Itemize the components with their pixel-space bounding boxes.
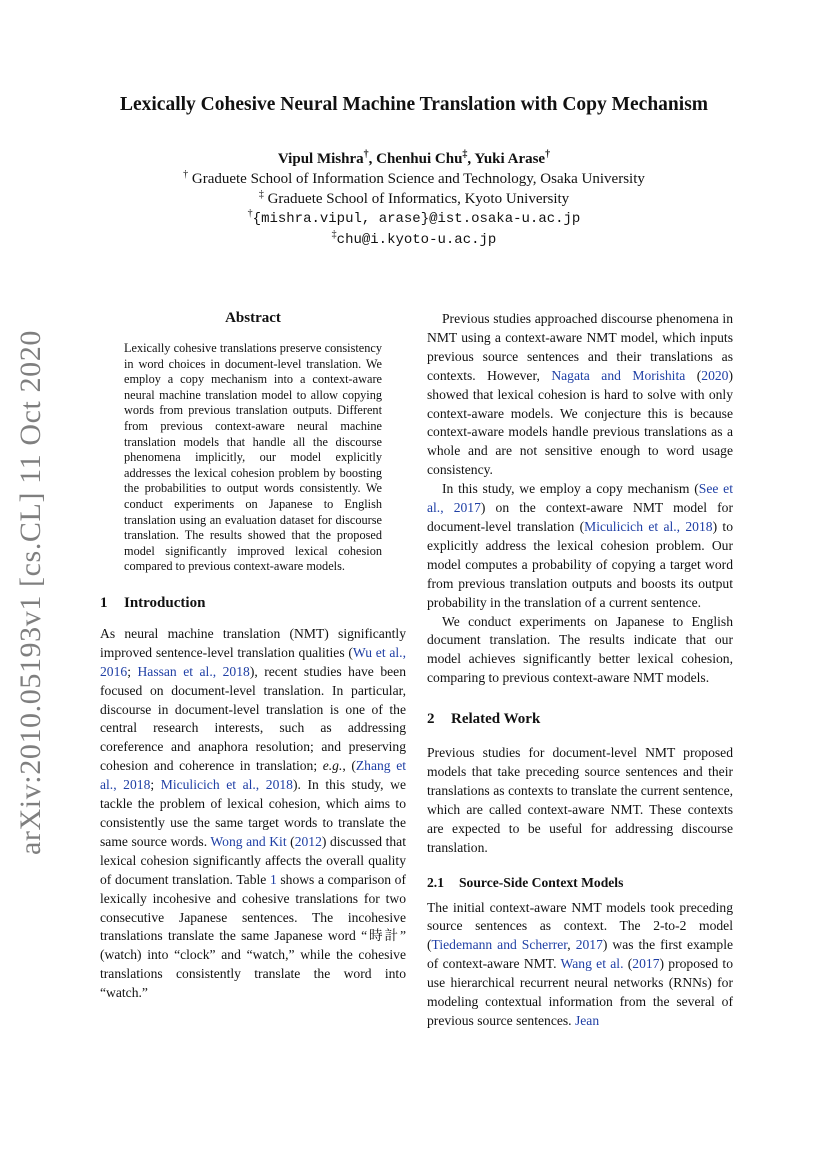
email-mark: ‡ <box>331 229 337 241</box>
paper-title: Lexically Cohesive Neural Machine Translation with Copy Mechanism <box>119 94 709 115</box>
right-column <box>427 310 733 1031</box>
subsection-number: 2.1 <box>427 874 444 890</box>
author-name: Chenhui Chu <box>376 151 463 167</box>
author-affiliation-mark: † <box>545 149 551 160</box>
citation-link[interactable]: 1 <box>269 871 277 887</box>
section-title: Related Work <box>451 711 541 728</box>
section-title: Introduction <box>124 594 206 611</box>
citation-link[interactable]: Miculicich et al., 2018 <box>160 777 293 793</box>
paragraph: The initial context-aware NMT models took preceding source sentences as context. The 2-to-2 model (Tiedemann and Scherrer, 2017) was the first example of context-aware NMT. Wang et al. (2017) proposed to use hierarchical recurrent neural networks (RNNs) for modeling contextual information from the several of previous source sentences. Jean <box>427 899 734 1028</box>
intro-continuation <box>427 310 733 688</box>
related-work-body <box>427 744 733 857</box>
affiliation-mark: ‡ <box>258 188 264 200</box>
affiliation-mark: † <box>183 168 189 180</box>
abstract-heading: Abstract <box>225 310 281 326</box>
paragraph: We conduct experiments on Japanese to English document translation. The results indicate that our model achieves significantly better lexical cohesion, comparing to previous context-aware NMT models. <box>427 613 733 686</box>
source-side-body <box>427 899 733 1031</box>
citation-link[interactable]: Miculicich et al., 2018 <box>584 518 713 534</box>
citation-link[interactable]: 2020 <box>701 367 729 383</box>
paragraph: Previous studies approached discourse phenomena in NMT using a context-aware NMT model, which inputs previous source sentences and their translations as contexts. However, Nagata and Morishita (2020) showed that lexical cohesion is hard to solve with only context-aware models. We conjecture this is because context-aware models handle previous translations as a whole and are not sensitive enough to word usage consistency. <box>427 311 733 478</box>
email-1 <box>0 209 828 230</box>
left-column <box>100 310 406 1003</box>
author-block <box>0 150 828 251</box>
citation-link[interactable]: See et al., 2017 <box>427 481 733 516</box>
paragraph: In this study, we employ a copy mechanism (See et al., 2017) on the context-aware NMT model for document-level translation (Miculicich et al., 2018) to explicitly address the lexical cohesion problem. Our model computes a probability of copying a target word from previous translation outputs and boosts its output probability in the translation of a current sentence. <box>427 481 733 610</box>
paragraph: Previous studies for document-level NMT proposed models that take preceding source sentences and their translations as contexts to translate the current sentence, which are called context-aware NMT. These contexts are expected to be useful for addressing discourse translation. <box>427 745 733 855</box>
email-text: {mishra.vipul, arase}@ist.osaka-u.ac.jp <box>252 211 581 228</box>
section-heading-introduction <box>100 595 406 612</box>
email-2 <box>0 230 828 251</box>
introduction-body <box>100 625 406 1003</box>
citation-link[interactable]: 2012 <box>294 833 322 849</box>
section-heading-related-work <box>427 711 733 728</box>
emphasis: e.g. <box>322 758 343 774</box>
email-text: chu@i.kyoto-u.ac.jp <box>336 232 497 249</box>
citation-link[interactable]: 2017 <box>575 937 603 953</box>
subsection-title: Source-Side Context Models <box>459 874 624 890</box>
subsection-heading-source-side <box>427 875 733 891</box>
paragraph: As neural machine translation (NMT) significantly improved sentence-level translation qualities (Wu et al., 2016; Hassan et al., 2018), recent studies have been focused on document-level translation. In particular, discourse in document-level translation is one of the central research interests, such as addressing coreference and anaphora resolution; and preserving cohesion and coherence in translation; e.g., (Zhang et al., 2018; Miculicich et al., 2018). In this study, we tackle the problem of lexical cohesion, which aims to consistently use the same target words to translate the same source words. Wong and Kit (2012) discussed that lexical cohesion significantly affects the overall quality of document translation. Table 1 shows a comparison of lexically incohesive and cohesive translations for two consecutive Japanese sentences. The incohesive translations translate the same Japanese word “時計” (watch) into “clock” and “watch,” while the cohesive translations consistently translate the word into “watch.” <box>100 625 407 1001</box>
citation-link[interactable]: Wang et al. <box>560 956 624 972</box>
citation-link[interactable]: Jean <box>574 1013 600 1028</box>
arxiv-identifier: arXiv:2010.05193v1 [cs.CL] 11 Oct 2020 <box>14 330 47 855</box>
author-names: Vipul Mishra†, Chenhui Chu‡, Yuki Arase† <box>277 149 551 167</box>
citation-link[interactable]: Zhang et al., 2018 <box>100 758 407 793</box>
author-affiliation-mark: ‡ <box>462 149 468 160</box>
affiliation-text: Graduete School of Information Science and Technology, Osaka University <box>191 170 645 187</box>
citation-link[interactable]: 2017 <box>632 956 660 972</box>
email-mark: † <box>247 208 253 220</box>
citation-link[interactable]: Nagata and Morishita <box>551 367 686 383</box>
section-number: 2 <box>427 711 435 728</box>
citation-link[interactable]: Wong and Kit <box>210 833 287 849</box>
affiliation-text: Graduete School of Informatics, Kyoto University <box>267 190 570 207</box>
citation-link[interactable]: Tiedemann and Scherrer <box>431 937 568 953</box>
author-affiliation-mark: † <box>363 149 369 160</box>
affiliation-1 <box>0 170 828 190</box>
citation-link[interactable]: Wu et al., 2016 <box>100 644 406 679</box>
citation-link[interactable]: Hassan et al., 2018 <box>137 663 250 679</box>
author-name: Vipul Mishra <box>277 151 364 167</box>
abstract-text: Lexically cohesive translations preserve consistency in word choices in document-level translation. We employ a copy mechanism into a context-aware neural machine translation model to allow copying words from previous translation outputs. Different from previous context-aware neural machine translation models that handle all the discourse phenomena implicitly, our model explicitly addresses the lexical cohesion problem by boosting the probabilities to output words consistently. We conduct experiments on Japanese to English translation using an evaluation dataset for discourse translation. The results showed that the proposed model significantly improved lexical cohesion compared to previous context-aware models. <box>124 341 382 574</box>
affiliation-2 <box>0 190 828 210</box>
author-name: Yuki Arase <box>474 151 546 167</box>
section-number: 1 <box>100 594 108 611</box>
